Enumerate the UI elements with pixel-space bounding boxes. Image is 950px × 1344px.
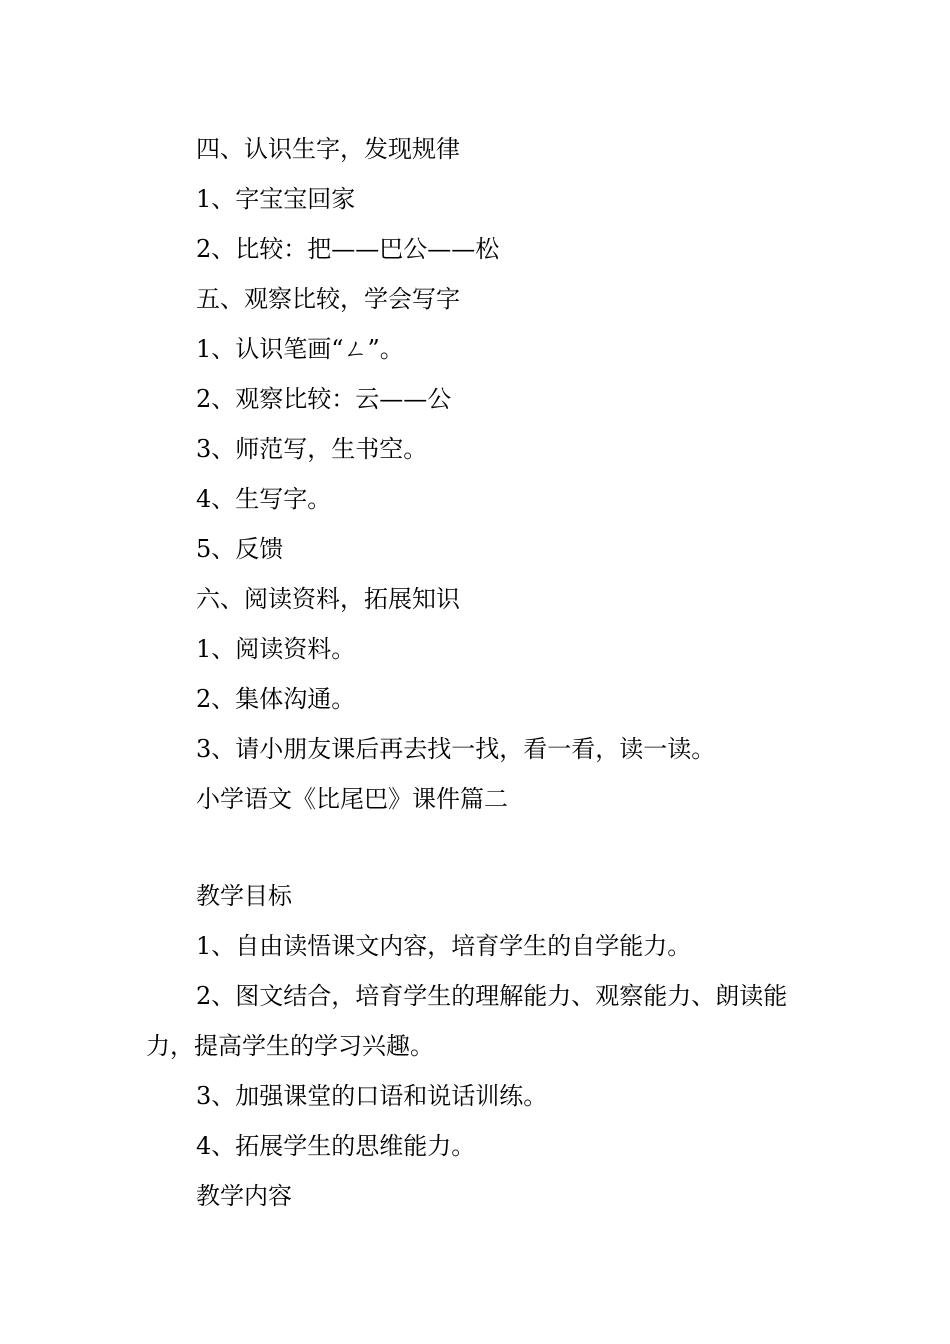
list-item: 2、观察比较：云——公 — [196, 385, 452, 413]
list-item: 1、认识笔画“ㄥ”。 — [196, 335, 404, 363]
list-item: 2、比较：把——巴公——松 — [196, 235, 500, 263]
section-heading-4: 四、认识生字，发现规律 — [196, 135, 460, 163]
section-heading-5: 五、观察比较，学会写字 — [196, 285, 460, 313]
list-item: 3、请小朋友课后再去找一找，看一看，读一读。 — [196, 735, 716, 763]
list-item: 1、阅读资料。 — [196, 635, 356, 663]
list-item: 5、反馈 — [196, 535, 284, 563]
list-item: 2、集体沟通。 — [196, 685, 356, 713]
list-item: 3、加强课堂的口语和说话训练。 — [196, 1082, 548, 1110]
list-item: 4、拓展学生的思维能力。 — [196, 1132, 476, 1160]
list-item: 3、师范写，生书空。 — [196, 435, 428, 463]
list-item: 1、自由读悟课文内容，培育学生的自学能力。 — [196, 932, 692, 960]
section-heading-content: 教学内容 — [196, 1182, 292, 1210]
list-item: 4、生写字。 — [196, 485, 332, 513]
list-item: 2、图文结合，培育学生的理解能力、观察能力、朗读能力，提高学生的学习兴趣。 — [146, 982, 788, 1060]
article-title: 小学语文《比尾巴》课件篇二 — [196, 785, 508, 813]
section-heading-goals: 教学目标 — [196, 882, 292, 910]
section-heading-6: 六、阅读资料，拓展知识 — [196, 585, 460, 613]
list-item: 1、字宝宝回家 — [196, 185, 356, 213]
